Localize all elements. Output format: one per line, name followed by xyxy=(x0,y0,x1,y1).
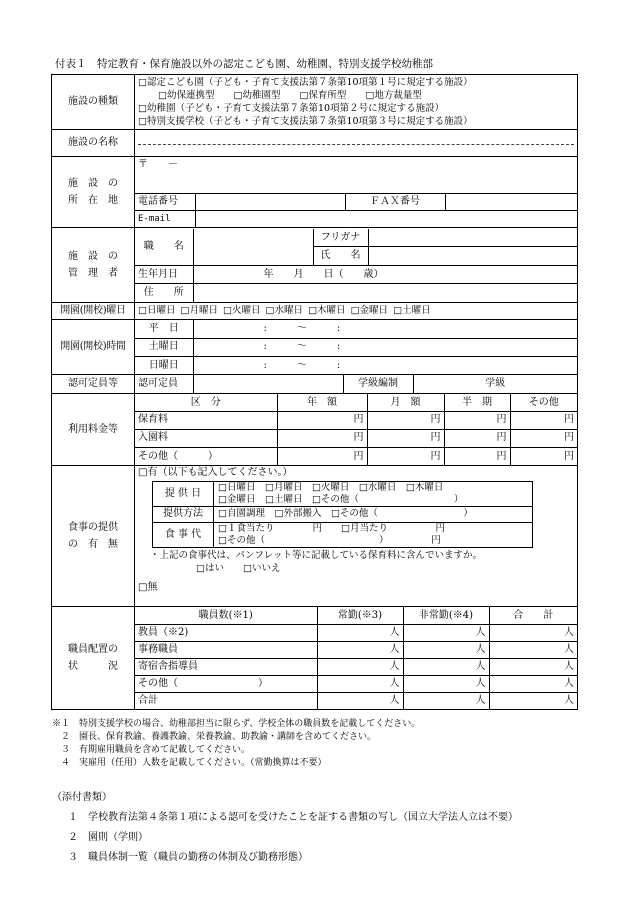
fee-tuition-monthly[interactable]: 円 xyxy=(367,411,444,429)
fee-other-monthly[interactable]: 円 xyxy=(367,447,444,465)
staff-name-other[interactable]: その他（ ） xyxy=(135,675,317,692)
fees-table xyxy=(135,394,578,466)
manager-fields xyxy=(135,228,578,303)
table-row xyxy=(135,675,577,692)
attachment-item-1: １ 学校教育法第４条第１項による認可を受けたことを証する書類の写し（国立大学法人立は不要） xyxy=(68,812,518,823)
manager-label-2: 管 理 者 xyxy=(68,268,118,279)
phone-label: 電話番号 xyxy=(135,193,195,210)
fee-name-tuition: 保育料 xyxy=(135,411,277,429)
position-label: 職 名 xyxy=(135,229,193,266)
meal-cost-label: 食 事 代 xyxy=(153,522,214,547)
fax-field[interactable] xyxy=(445,193,577,210)
staff-office-total[interactable]: 人 xyxy=(489,641,577,658)
furigana-divider xyxy=(138,144,574,145)
meal-question: ・上記の食事代は、パンフレット等に記載している保育料に含んでいますか。 xyxy=(150,549,483,561)
capacity-field-label: 認可定員 xyxy=(135,375,193,393)
open-hours-label: 開園(開校)時間 xyxy=(52,320,135,375)
footnote-3: ３ 有期雇用職員を含めて記載してください。 xyxy=(52,745,251,755)
staff-name-total: 合計 xyxy=(135,692,317,709)
attachment-item-3: ３ 職員体制一覧（職員の勤務の体制及び勤務形態） xyxy=(68,852,308,863)
staff-office-parttime[interactable]: 人 xyxy=(403,641,489,658)
staff-dorm-total[interactable]: 人 xyxy=(489,658,577,675)
location-fields xyxy=(135,157,578,228)
facility-type-line-2[interactable]: □幼保連携型 □幼稚園型 □保育所型 □地方裁量型 xyxy=(158,90,422,101)
staff-name-teacher: 教員（※2) xyxy=(135,624,317,641)
table-row xyxy=(135,447,577,465)
row-manager xyxy=(52,228,578,303)
staff-teacher-parttime[interactable]: 人 xyxy=(403,624,489,641)
staff-teacher-fulltime[interactable]: 人 xyxy=(317,624,403,641)
staff-name-office: 事務職員 xyxy=(135,641,317,658)
attachment-item-2: ２ 園則（学則） xyxy=(68,832,148,843)
table-row xyxy=(135,641,577,658)
fees-label: 利用料金等 xyxy=(52,394,135,466)
birth-field[interactable]: 年 月 日（ 歳） xyxy=(193,266,577,284)
name-field[interactable] xyxy=(368,247,577,266)
fees-header-half: 半 期 xyxy=(444,394,510,411)
staff-total-parttime[interactable]: 人 xyxy=(403,692,489,709)
fax-label: ＦＡＸ番号 xyxy=(345,193,445,210)
capacity-fields xyxy=(135,375,578,394)
staff-header-parttime: 非常勤(※4) xyxy=(403,607,489,624)
capacity-label: 認可定員等 xyxy=(52,375,135,394)
meals-yes-checkbox[interactable]: □有（以下も記入してください。） xyxy=(138,467,293,478)
manager-label-1: 施 設 の xyxy=(68,250,118,262)
furigana-field[interactable] xyxy=(368,229,577,247)
fee-other-other[interactable]: 円 xyxy=(510,447,577,465)
staff-teacher-total[interactable]: 人 xyxy=(489,624,577,641)
table-row xyxy=(135,624,577,641)
postal-address-field[interactable]: 〒 － xyxy=(135,157,577,193)
meals-label xyxy=(52,466,135,607)
row-meals xyxy=(52,466,578,607)
staff-dorm-parttime[interactable]: 人 xyxy=(403,658,489,675)
day-fri-checkbox[interactable]: □金曜日 xyxy=(350,304,389,316)
staff-header-count: 職員数(※1) xyxy=(135,607,317,624)
email-field[interactable] xyxy=(195,210,577,227)
class-label: 学級編制 xyxy=(343,375,413,393)
day-sun-checkbox[interactable]: □日曜日 xyxy=(138,304,176,316)
staff-label-2: 状 況 xyxy=(68,661,118,672)
row-staff xyxy=(52,607,578,710)
hours-weekday-field[interactable]: : ～ : xyxy=(193,320,577,338)
meals-no-checkbox[interactable]: □無 xyxy=(138,582,158,594)
staff-total-fulltime[interactable]: 人 xyxy=(317,692,403,709)
position-field[interactable] xyxy=(193,229,313,266)
footnote-4: ４ 実雇用（任用）人数を記載してください。（常勤換算は不要） xyxy=(52,758,327,768)
furigana-label: フリガナ xyxy=(313,229,368,247)
hours-saturday-field[interactable]: : ～ : xyxy=(193,338,577,356)
fees-header-monthly: 月 額 xyxy=(367,394,444,411)
open-hours-fields xyxy=(135,320,578,375)
row-facility-type xyxy=(52,75,578,130)
email-label: E-mail xyxy=(135,210,195,227)
meal-days-line-1[interactable]: □日曜日 □月曜日 □火曜日 □水曜日 □木曜日 xyxy=(218,481,444,493)
open-days-options[interactable] xyxy=(135,303,578,320)
location-label xyxy=(52,157,135,228)
meal-method-options[interactable]: □自園調理 □外部搬入 □その他（ ） xyxy=(214,506,533,522)
facility-name-field[interactable] xyxy=(135,130,578,157)
facility-type-options[interactable] xyxy=(135,75,578,130)
day-wed-checkbox[interactable]: □水曜日 xyxy=(265,304,304,316)
meal-days-line-2[interactable]: □金曜日 □土曜日 □その他（ ） xyxy=(218,493,464,505)
location-label-2: 所 在 地 xyxy=(68,195,118,206)
hours-sunday-field[interactable]: : ～ : xyxy=(193,356,577,374)
day-sat-checkbox[interactable]: □土曜日 xyxy=(393,304,431,316)
fee-other-annual[interactable]: 円 xyxy=(277,447,367,465)
table-row xyxy=(135,658,577,675)
staff-office-fulltime[interactable]: 人 xyxy=(317,641,403,658)
hours-sunday-label: 日曜日 xyxy=(135,356,193,374)
day-mon-checkbox[interactable]: □月曜日 xyxy=(180,304,218,316)
staff-dorm-fulltime[interactable]: 人 xyxy=(317,658,403,675)
meals-detail-table xyxy=(152,481,533,548)
meal-cost-line-2[interactable]: □その他（ ） 円 xyxy=(218,534,441,546)
address-field[interactable] xyxy=(193,284,577,302)
fee-name-admission: 入園料 xyxy=(135,429,277,447)
fee-other-half[interactable]: 円 xyxy=(444,447,510,465)
row-fees xyxy=(52,394,578,466)
fee-tuition-other[interactable]: 円 xyxy=(510,411,577,429)
fee-name-other[interactable]: その他（ ） xyxy=(135,447,277,465)
row-open-days xyxy=(52,303,578,320)
table-row xyxy=(135,429,577,447)
staff-label-1: 職員配置の xyxy=(68,643,118,655)
meal-method-label: 提供方法 xyxy=(153,506,214,522)
day-tue-checkbox[interactable]: □火曜日 xyxy=(223,304,261,316)
staff-other-fulltime[interactable]: 人 xyxy=(317,675,403,692)
location-label-1: 施 設 の xyxy=(68,177,118,189)
staff-other-parttime[interactable]: 人 xyxy=(403,675,489,692)
facility-name-label: 施設の名称 xyxy=(52,130,135,157)
attachments xyxy=(52,788,518,868)
row-facility-name xyxy=(52,130,578,157)
staff-header-total: 合 計 xyxy=(489,607,577,624)
fee-admission-half[interactable]: 円 xyxy=(444,429,510,447)
fee-tuition-annual[interactable]: 円 xyxy=(277,411,367,429)
meal-answer-options[interactable]: □はい □いいえ xyxy=(196,563,281,575)
capacity-field[interactable] xyxy=(193,375,343,393)
fees-header-annual: 年 額 xyxy=(277,394,367,411)
meal-days-label: 提 供 日 xyxy=(153,481,214,506)
meal-cost-options[interactable] xyxy=(214,522,533,547)
meals-fields xyxy=(135,466,578,607)
row-location xyxy=(52,157,578,228)
fees-header-category: 区 分 xyxy=(135,394,277,411)
birth-label: 生年月日 xyxy=(135,266,193,284)
footnotes xyxy=(52,718,420,770)
fee-admission-monthly[interactable]: 円 xyxy=(367,429,444,447)
day-thu-checkbox[interactable]: □木曜日 xyxy=(308,304,346,316)
phone-field[interactable] xyxy=(195,193,345,210)
footnote-1: ※１ 特別支援学校の場合、幼稚部担当に限らず、学校全体の職員数を記載してください。 xyxy=(52,719,421,729)
table-row xyxy=(135,692,577,709)
address-label: 住 所 xyxy=(135,284,193,302)
staff-name-dorm: 寄宿舎指導員 xyxy=(135,658,317,675)
row-capacity xyxy=(52,375,578,394)
hours-weekday-label: 平 日 xyxy=(135,320,193,338)
manager-label xyxy=(52,228,135,303)
name-label: 氏 名 xyxy=(313,247,368,266)
staff-label xyxy=(52,607,135,710)
facility-type-line-3[interactable]: □幼稚園（子ども・子育て支援法第７条第10項第２号に規定する施設） xyxy=(138,103,445,114)
fee-admission-other[interactable]: 円 xyxy=(510,429,577,447)
form-title: 付表１ 特定教育・保育施設以外の認定こども園、幼稚園、特別支援学校幼稚部 xyxy=(55,58,433,70)
staff-total-total[interactable]: 人 xyxy=(489,692,577,709)
meals-label-1: 食事の提供 xyxy=(68,521,118,533)
table-row xyxy=(135,411,577,429)
attachments-heading: （添付書類） xyxy=(52,792,112,803)
class-field[interactable]: 学級 xyxy=(413,375,577,393)
staff-header-fulltime: 常勤(※3) xyxy=(317,607,403,624)
facility-type-line-1[interactable]: □認定こども園（子ども・子育て支援法第７条第10項第１号に規定する施設） xyxy=(138,77,473,88)
fee-tuition-half[interactable]: 円 xyxy=(444,411,510,429)
meal-cost-line-1[interactable]: □１食当たり 円 □月当たり 円 xyxy=(218,522,445,534)
fee-admission-annual[interactable]: 円 xyxy=(277,429,367,447)
staff-table xyxy=(135,607,578,710)
facility-type-label: 施設の種類 xyxy=(52,75,135,130)
facility-form-table xyxy=(51,74,578,710)
open-days-label: 開園(開校)曜日 xyxy=(52,303,135,320)
row-open-hours xyxy=(52,320,578,375)
fees-header-other: その他 xyxy=(510,394,577,411)
staff-other-total[interactable]: 人 xyxy=(489,675,577,692)
footnote-2: ２ 園長、保育教諭、養護教諭、栄養教諭、助教諭・講師を含めてください。 xyxy=(52,732,377,742)
hours-saturday-label: 土曜日 xyxy=(135,338,193,356)
meal-days-options[interactable] xyxy=(214,481,533,506)
facility-type-line-4[interactable]: □特別支援学校（子ども・子育て支援法第７条第10項第３号に規定する施設） xyxy=(138,116,473,127)
meals-label-2: の 有 無 xyxy=(68,539,118,550)
